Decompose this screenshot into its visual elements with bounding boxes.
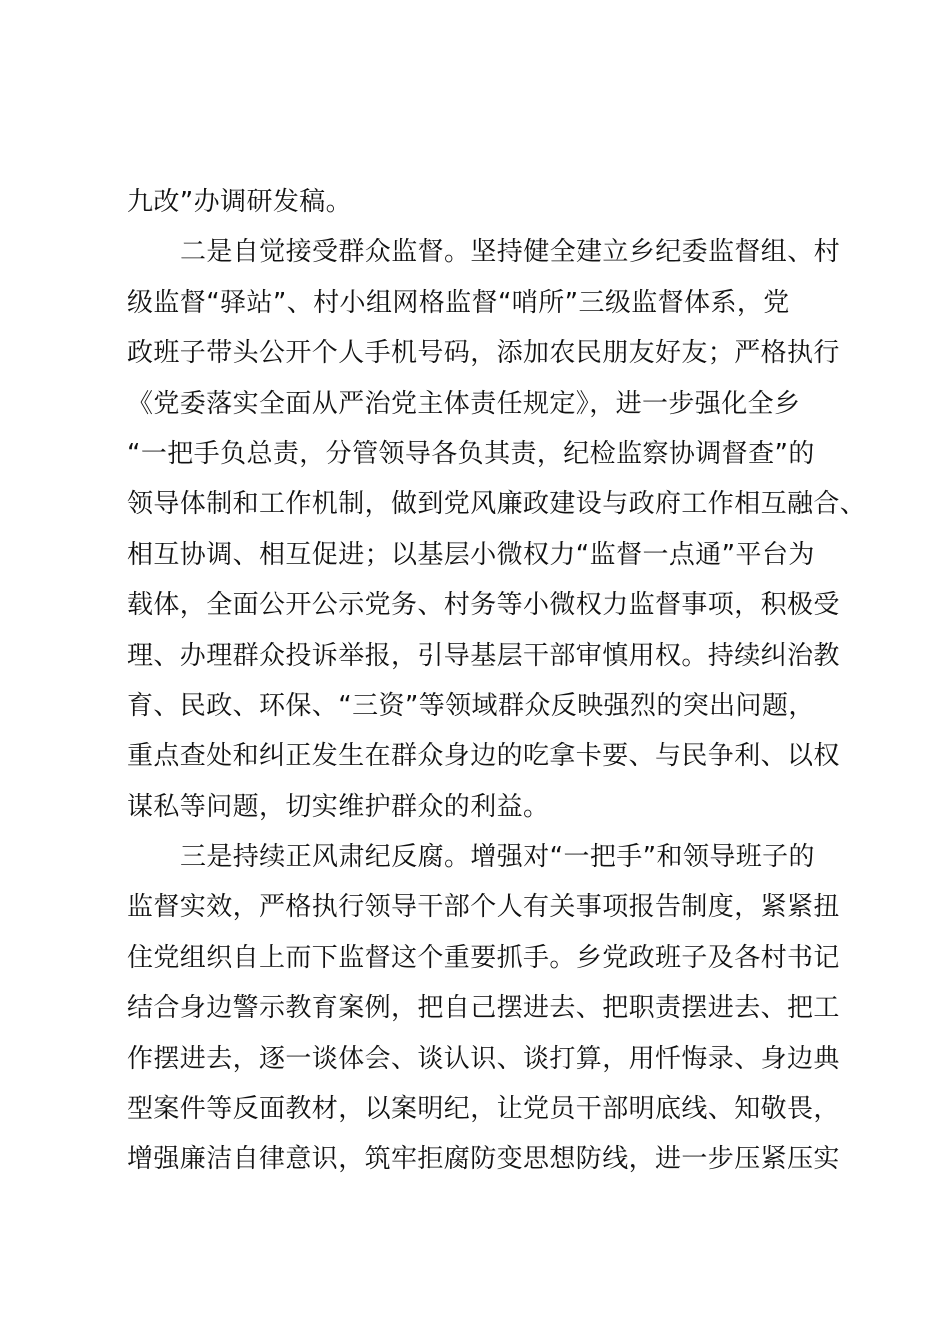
paragraph-2-line: 二是自觉接受群众监督。坚持健全建立乡纪委监督组、村 — [180, 237, 841, 268]
text-line: 监督实效，严格执行领导干部个人有关事项报告制度，紧紧扭 — [127, 892, 840, 923]
text-line: 作摆进去，逐一谈体会、谈认识、谈打算，用忏悔录、身边典 — [127, 1043, 840, 1074]
text-line: 《党委落实全面从严治党主体责任规定》，进一步强化全乡 — [127, 388, 801, 419]
text-line: 相互协调、相互促进；以基层小微权力“监督一点通”平台为 — [127, 539, 815, 570]
text-line: 结合身边警示教育案例，把自己摆进去、把职责摆进去、把工 — [127, 993, 840, 1024]
text-line: 级监督“驿站”、村小组网格监督“哨所”三级监督体系，党 — [127, 287, 790, 318]
paragraph-3-line: 三是持续正风肃纪反腐。增强对“一把手”和领导班子的 — [180, 842, 815, 873]
text-line: 谋私等问题，切实维护群众的利益。 — [127, 791, 550, 822]
text-line: “一把手负总责，分管领导各负其责，纪检监察协调督查”的 — [127, 438, 815, 469]
text-line: 载体，全面公开公示党务、村务等小微权力监督事项，积极受 — [127, 590, 840, 621]
text-line: 政班子带头公开个人手机号码，添加农民朋友好友；严格执行 — [127, 338, 840, 369]
text-line: 增强廉洁自律意识，筑牢拒腐防变思想防线，进一步压紧压实 — [127, 1144, 840, 1175]
body-text — [127, 177, 867, 1185]
text-line: 领导体制和工作机制，做到党风廉政建设与政府工作相互融合、 — [127, 489, 867, 520]
text-line: 型案件等反面教材，以案明纪，让党员干部明底线、知敬畏， — [127, 1094, 840, 1125]
text-line: 育、民政、环保、“三资”等领域群众反映强烈的突出问题， — [127, 690, 815, 721]
text-line: 住党组织自上而下监督这个重要抓手。乡党政班子及各村书记 — [127, 942, 840, 973]
text-line: 重点查处和纠正发生在群众身边的吃拿卡要、与民争利、以权 — [127, 741, 840, 772]
text-line: 理、办理群众投诉举报，引导基层干部审慎用权。持续纠治教 — [127, 640, 840, 671]
text-line: 九改”办调研发稿。 — [127, 187, 353, 217]
